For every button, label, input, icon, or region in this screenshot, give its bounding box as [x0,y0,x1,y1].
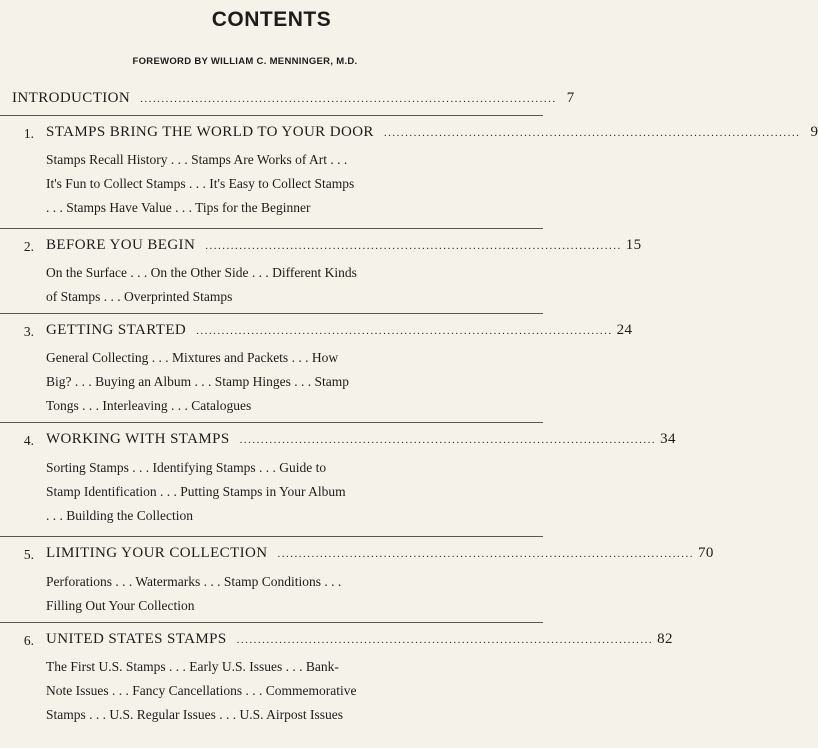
dot-leader: .................................................................................................. [236,634,654,646]
topic-line: General Collecting . . . Mixtures and Packets . . . How [46,350,339,365]
topic-line: Filling Out Your Collection [46,598,195,613]
chapter-page: 9 [810,124,818,140]
topic-line: Big? . . . Buying an Album . . . Stamp Hinges . . . Stamp [46,374,349,389]
section-divider [0,422,543,423]
topic-line: Sorting Stamps . . . Identifying Stamps . . . Guide to [46,460,327,475]
dot-leader: .................................................................................................. [196,325,613,337]
dot-leader: .................................................................................................. [239,434,657,446]
chapter-page: 34 [660,431,676,447]
chapter-title: UNITED STATES STAMPS [46,631,227,647]
chapter-title: GETTING STARTED [46,322,187,338]
chapter-number: 6. [23,633,34,648]
chapter-topics [46,346,442,418]
topic-line: . . . Stamps Have Value . . . Tips for the Beginner [46,200,311,215]
dot-leader: .................................................................................................. [277,548,695,560]
section-divider [0,622,543,623]
chapter-topics [46,655,442,727]
chapter-title: WORKING WITH STAMPS [46,431,230,447]
foreword-credit: FOREWORD BY WILLIAM C. MENNINGER, M.D. [132,56,358,67]
topic-line: . . . Building the Collection [46,508,193,523]
dot-leader: .................................................................................................. [205,240,622,252]
section-divider [0,536,543,537]
chapter-page: 15 [625,237,642,253]
toc-entry-chapter-1[interactable] [46,124,818,141]
chapter-number: 3. [23,324,34,339]
toc-entry-introduction[interactable] [12,90,575,107]
chapter-topics [46,456,442,528]
topic-line: of Stamps . . . Overprinted Stamps [46,289,233,304]
toc-entry-chapter-6[interactable] [46,631,673,648]
topic-line: On the Surface . . . On the Other Side . . . Different Kinds [46,265,357,280]
introduction-page: 7 [566,90,575,106]
chapter-topics [46,570,442,618]
topic-line: Tongs . . . Interleaving . . . Catalogues [46,398,252,413]
toc-entry-chapter-2[interactable] [46,237,642,254]
topic-line: Note Issues . . . Fancy Cancellations . . . Commemorative [46,683,357,698]
chapter-number: 1. [23,126,34,141]
dot-leader: .................................................................................................. [383,127,801,139]
topic-line: It's Fun to Collect Stamps . . . It's Easy to Collect Stamps [46,176,355,191]
chapter-number: 4. [23,433,34,448]
section-divider [0,115,543,116]
chapter-topics [46,148,442,220]
chapter-number: 5. [23,547,34,562]
chapter-page: 82 [657,631,673,647]
topic-line: The First U.S. Stamps . . . Early U.S. Issues . . . Bank- [46,659,339,674]
toc-entry-chapter-5[interactable] [46,545,714,562]
topic-line: Stamp Identification . . . Putting Stamps in Your Album [46,484,346,499]
chapter-title: STAMPS BRING THE WORLD TO YOUR DOOR [46,124,374,140]
section-divider [0,313,543,314]
toc-entry-chapter-4[interactable] [46,431,676,448]
chapter-page: 70 [698,545,714,561]
page-heading: CONTENTS [211,8,332,31]
chapter-page: 24 [616,322,633,338]
dot-leader: .................................................................................................. [140,93,557,105]
chapter-title: BEFORE YOU BEGIN [46,237,196,253]
introduction-title: INTRODUCTION [12,90,131,106]
chapter-topics [46,261,442,309]
toc-entry-chapter-3[interactable] [46,322,633,339]
topic-line: Perforations . . . Watermarks . . . Stamp Conditions . . . [46,574,342,589]
chapter-title: LIMITING YOUR COLLECTION [46,545,268,561]
chapter-number: 2. [23,239,34,254]
topic-line: Stamps . . . U.S. Regular Issues . . . U.S. Airpost Issues [46,707,344,722]
topic-line: Stamps Recall History . . . Stamps Are Works of Art . . . [46,152,348,167]
section-divider [0,228,543,229]
